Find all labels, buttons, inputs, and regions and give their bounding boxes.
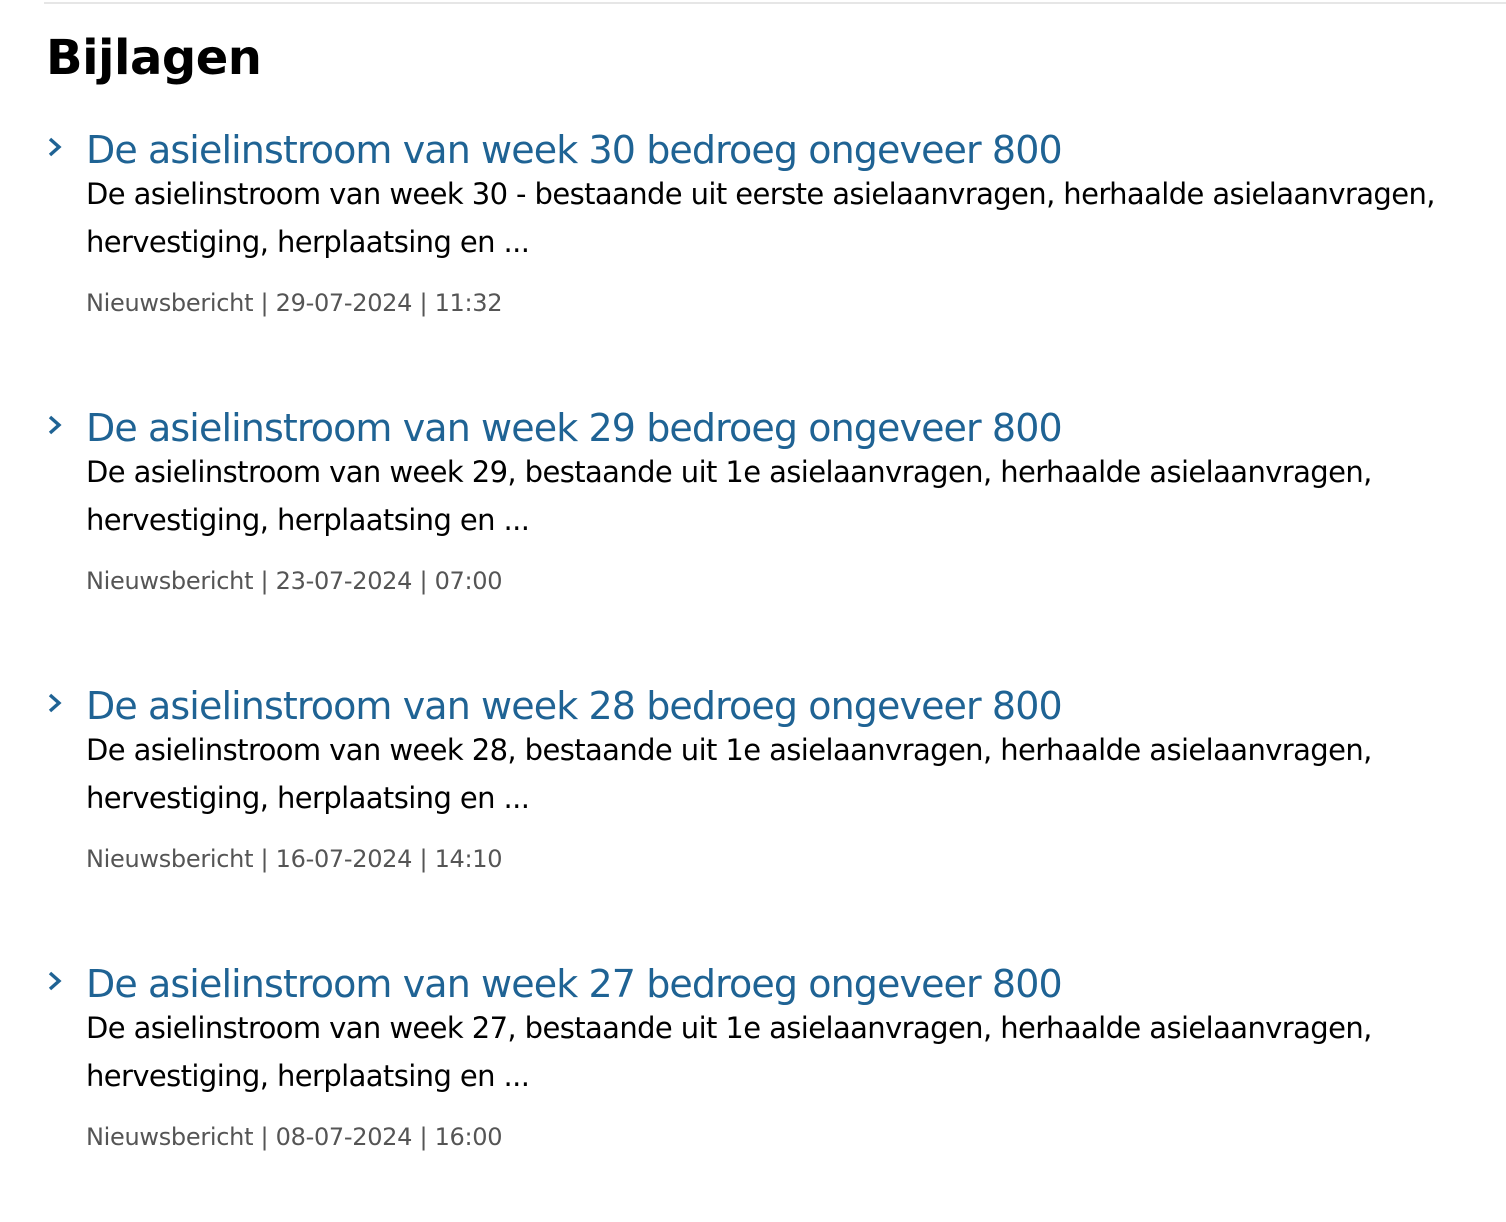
result-type: Nieuwsbericht [86,289,254,317]
result-title-link[interactable]: De asielinstroom van week 27 bedroeg ongeveer 800 [86,962,1062,1006]
result-time: 16:00 [434,1123,503,1151]
result-date: 23-07-2024 [275,567,413,595]
chevron-right-icon [44,692,66,714]
result-date: 16-07-2024 [275,845,413,873]
list-item [0,962,1506,1222]
result-title-link[interactable]: De asielinstroom van week 29 bedroeg ongeveer 800 [86,406,1062,450]
result-time: 07:00 [434,567,503,595]
chevron-right-icon [44,414,66,436]
list-item [0,406,1506,666]
result-meta: Nieuwsbericht | 23-07-2024 | 07:00 [86,567,503,595]
chevron-right-icon [44,136,66,158]
result-title-link[interactable]: De asielinstroom van week 28 bedroeg ongeveer 800 [86,684,1062,728]
result-type: Nieuwsbericht [86,567,254,595]
result-time: 11:32 [434,289,503,317]
result-summary: De asielinstroom van week 29, bestaande uit 1e asielaanvragen, herhaalde asielaanvragen, hervestiging, herplaatsing en ... [86,455,1372,537]
result-type: Nieuwsbericht [86,845,254,873]
result-time: 14:10 [434,845,503,873]
result-summary: De asielinstroom van week 28, bestaande uit 1e asielaanvragen, herhaalde asielaanvragen, hervestiging, herplaatsing en ... [86,733,1372,815]
result-meta: Nieuwsbericht | 16-07-2024 | 14:10 [86,845,503,873]
list-item [0,128,1506,388]
result-summary: De asielinstroom van week 30 - bestaande uit eerste asielaanvragen, herhaalde asielaanvragen, hervestiging, herplaatsing en ... [86,177,1435,259]
result-meta: Nieuwsbericht | 29-07-2024 | 11:32 [86,289,503,317]
result-summary: De asielinstroom van week 27, bestaande uit 1e asielaanvragen, herhaalde asielaanvragen, hervestiging, herplaatsing en ... [86,1011,1372,1093]
result-type: Nieuwsbericht [86,1123,254,1151]
list-item [0,684,1506,944]
chevron-right-icon [44,970,66,992]
section-title: Bijlagen [46,30,262,86]
result-title-link[interactable]: De asielinstroom van week 30 bedroeg ongeveer 800 [86,128,1062,172]
result-date: 08-07-2024 [275,1123,413,1151]
result-date: 29-07-2024 [275,289,413,317]
result-meta: Nieuwsbericht | 08-07-2024 | 16:00 [86,1123,503,1151]
